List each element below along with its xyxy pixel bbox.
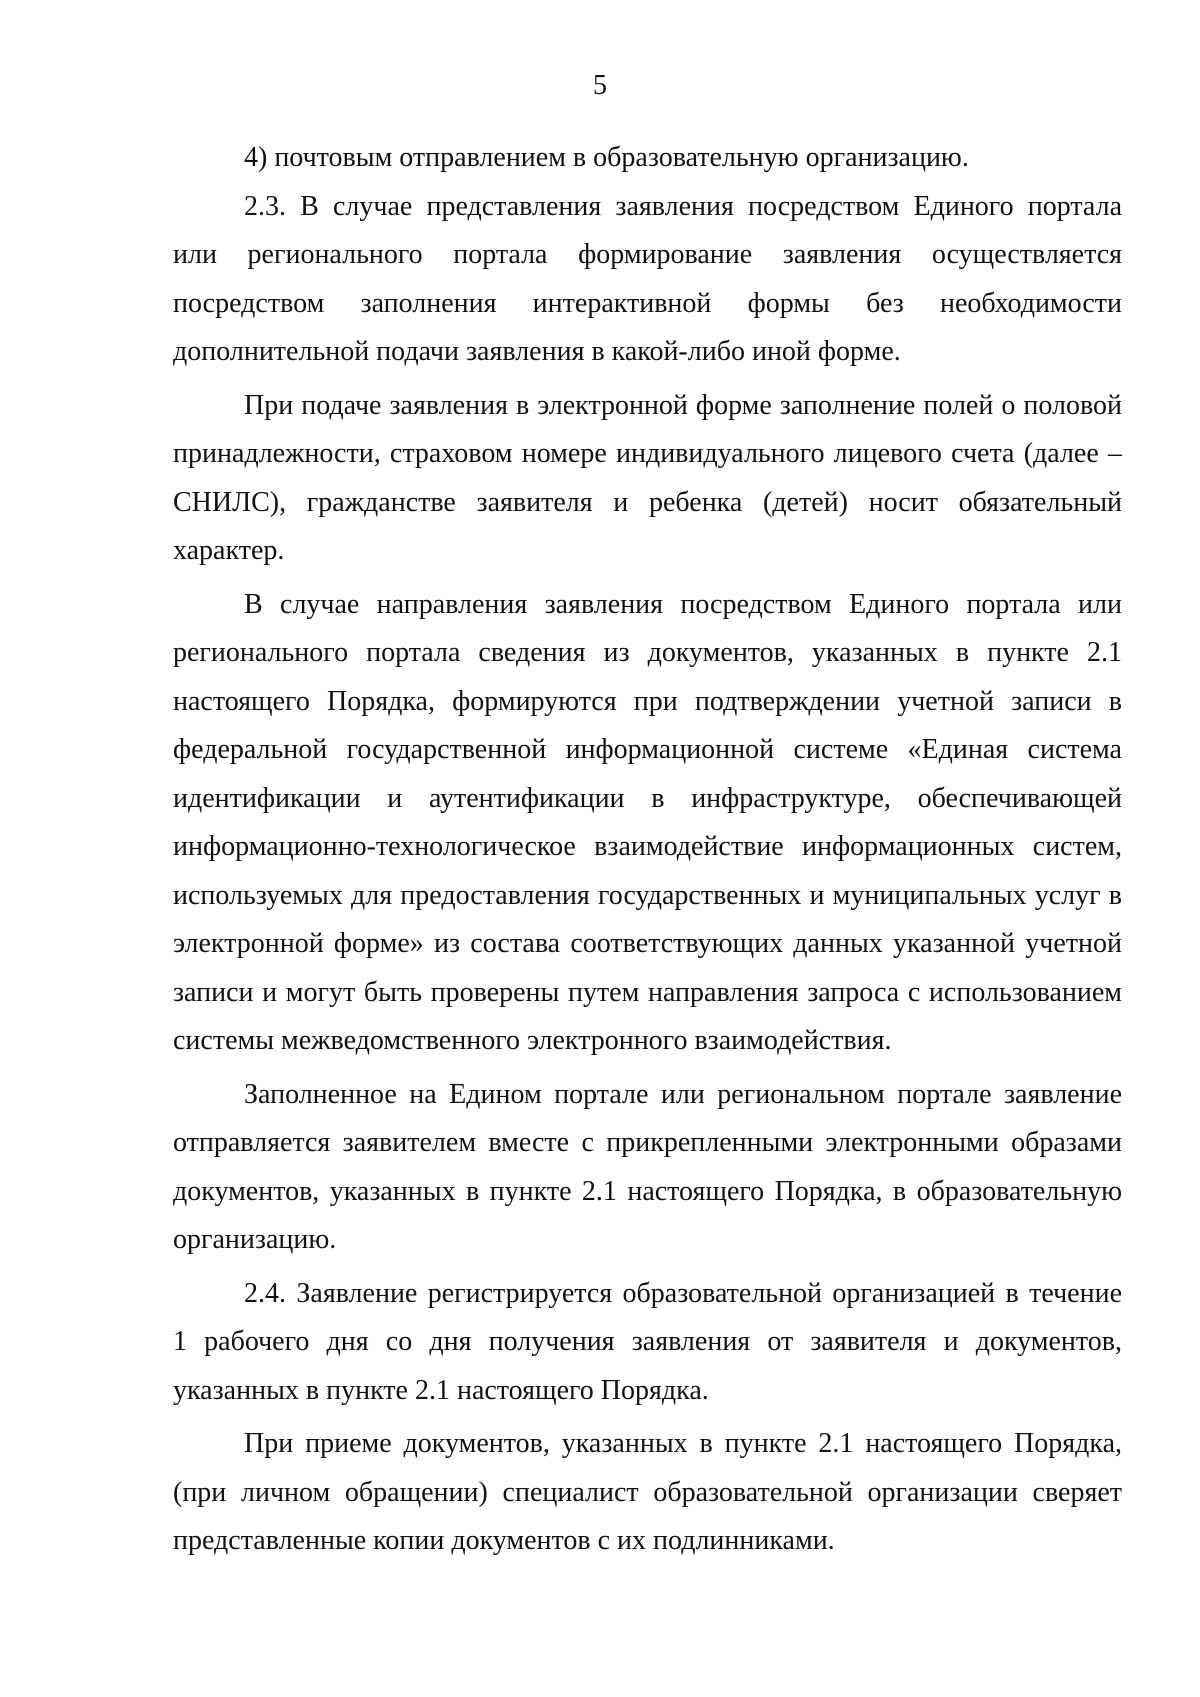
paragraph-item-4: 4) почтовым отправлением в образовательную организацию. [244,142,969,173]
paragraph-esia-data: В случае направления заявления посредством Единого портала или регионального портала сведения из документов, указанных в пункте 2.1 настоящего Порядка, формируются при подтверждении учетной записи в федеральной государственной информационной системе «Единая система идентификации и аутентификации в инфраструктуре, обеспечивающей информационно-технологическое взаимодействие информационных систем, используемых для предоставления государственных и муниципальных услуг в электронной форме» из состава соответствующих данных указанной учетной записи и могут быть проверены путем направления запроса с использованием системы межведомственного электронного взаимодействия. [173,588,1122,1056]
paragraph-section-2-4: 2.4. Заявление регистрируется образовательной организацией в течение 1 рабочего дня со дня получения заявления от заявителя и документов, указанных в пункте 2.1 настоящего Порядка. [173,1277,1122,1406]
paragraph-portal-submission: Заполненное на Едином портале или региональном портале заявление отправляется заявителем вместе с прикрепленными электронными образами документов, указанных в пункте 2.1 настоящего Порядка, в образовательную организацию. [173,1078,1122,1255]
paragraph-electronic-form-fields: При подаче заявления в электронной форме заполнение полей о половой принадлежности, страховом номере индивидуального лицевого счета (далее – СНИЛС), гражданстве заявителя и ребенка (детей) носит обязательный характер. [173,389,1122,566]
paragraph-document-verification: При приеме документов, указанных в пункте 2.1 настоящего Порядка, (при личном обращении) специалист образовательной организации сверяет представленные копии документов с их подлинниками. [173,1428,1122,1556]
paragraph-section-2-3: 2.3. В случае представления заявления посредством Единого портала или регионального портала формирование заявления осуществляется посредством заполнения интерактивной формы без необходимости дополнительной подачи заявления в какой-либо иной форме. [173,190,1122,367]
document-body [173,134,1122,1566]
page-number: 5 [593,70,607,101]
